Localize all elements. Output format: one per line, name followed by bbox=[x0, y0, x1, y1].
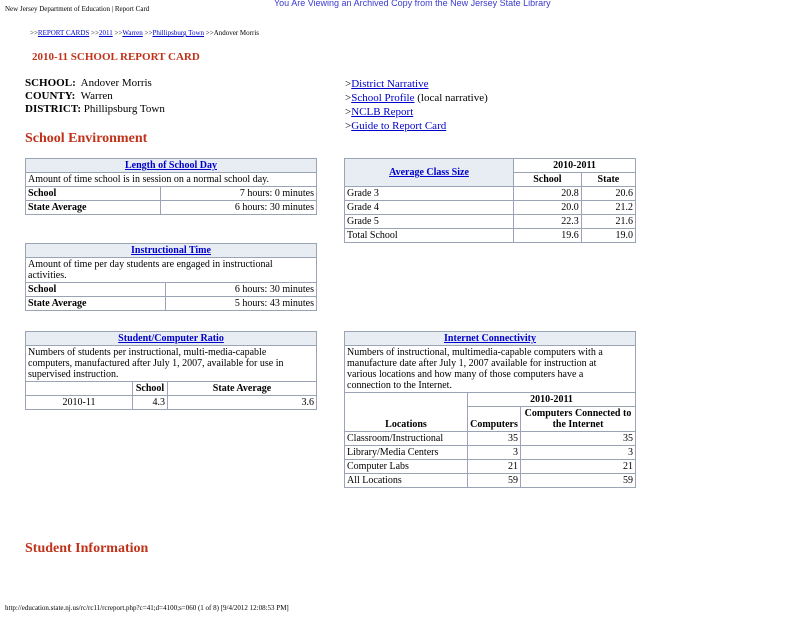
link-prefix: > bbox=[345, 92, 352, 104]
year-header: 2010-2011 bbox=[468, 393, 636, 407]
internet-connectivity-link[interactable]: Internet Connectivity bbox=[444, 333, 536, 344]
link-prefix: > bbox=[345, 78, 352, 90]
col-school: School bbox=[133, 382, 168, 396]
table-row bbox=[345, 229, 636, 243]
col-state: State bbox=[581, 173, 635, 187]
class-size-link[interactable]: Average Class Size bbox=[389, 167, 469, 178]
table-row bbox=[345, 460, 636, 474]
row-label: Total School bbox=[345, 229, 514, 243]
table-header bbox=[345, 159, 514, 187]
computer-ratio-link[interactable]: Student/Computer Ratio bbox=[118, 333, 224, 344]
table-row bbox=[345, 432, 636, 446]
col-computers: Computers bbox=[468, 407, 521, 432]
row-label: State Average bbox=[26, 201, 161, 215]
col-school: School bbox=[514, 173, 582, 187]
district-narrative-link[interactable]: District Narrative bbox=[351, 78, 429, 90]
row-value: 7 hours: 0 minutes bbox=[161, 187, 317, 201]
row-state: 20.6 bbox=[581, 187, 635, 201]
county-label: COUNTY: bbox=[25, 90, 76, 102]
row-value: 5 hours: 43 minutes bbox=[166, 297, 317, 311]
row-label: Computer Labs bbox=[345, 460, 468, 474]
row-connected: 35 bbox=[521, 432, 636, 446]
instructional-time-link[interactable]: Instructional Time bbox=[131, 245, 211, 256]
table-row bbox=[26, 187, 317, 201]
row-computers: 3 bbox=[468, 446, 521, 460]
site-title: New Jersey Department of Education | Report Card bbox=[5, 5, 150, 13]
row-label: Library/Media Centers bbox=[345, 446, 468, 460]
row-computers: 59 bbox=[468, 474, 521, 488]
school-info bbox=[25, 77, 165, 116]
breadcrumb-sep: >> bbox=[205, 29, 214, 37]
row-school: 4.3 bbox=[133, 396, 168, 410]
table-row bbox=[345, 474, 636, 488]
link-prefix: > bbox=[345, 120, 352, 132]
row-year: 2010-11 bbox=[26, 396, 133, 410]
breadcrumb-report-cards[interactable]: REPORT CARDS bbox=[37, 29, 90, 37]
computer-ratio-table bbox=[25, 331, 317, 410]
row-label: School bbox=[26, 283, 166, 297]
row-label: Grade 3 bbox=[345, 187, 514, 201]
row-label: Grade 5 bbox=[345, 215, 514, 229]
row-state: 21.6 bbox=[581, 215, 635, 229]
row-label: All Locations bbox=[345, 474, 468, 488]
row-school: 20.8 bbox=[514, 187, 582, 201]
school-value: Andover Morris bbox=[80, 77, 152, 89]
table-header bbox=[345, 332, 636, 346]
internet-table bbox=[344, 331, 636, 488]
breadcrumb-district[interactable]: Phillipsburg Town bbox=[152, 29, 205, 37]
breadcrumb-sep: >> bbox=[114, 29, 123, 37]
table-row bbox=[26, 396, 317, 410]
breadcrumb-sep: >> bbox=[91, 29, 99, 37]
col-state-average: State Average bbox=[168, 382, 317, 396]
length-of-day-table bbox=[25, 158, 317, 215]
col-connected: Computers Connected to the Internet bbox=[521, 407, 636, 432]
district-label: DISTRICT: bbox=[25, 103, 82, 115]
county-value: Warren bbox=[80, 90, 113, 102]
row-value: 6 hours: 30 minutes bbox=[166, 283, 317, 297]
table-header bbox=[26, 159, 317, 173]
archive-banner: You Are Viewing an Archived Copy from the New Jersey State Library bbox=[274, 0, 551, 8]
row-connected: 3 bbox=[521, 446, 636, 460]
row-computers: 21 bbox=[468, 460, 521, 474]
table-row bbox=[345, 201, 636, 215]
class-size-table bbox=[344, 158, 636, 243]
instructional-time-table bbox=[25, 243, 317, 311]
page-title: 2010-11 SCHOOL REPORT CARD bbox=[32, 51, 200, 63]
row-label: Grade 4 bbox=[345, 201, 514, 215]
row-computers: 35 bbox=[468, 432, 521, 446]
year-header: 2010-2011 bbox=[514, 159, 636, 173]
district-value: Phillipsburg Town bbox=[83, 103, 165, 115]
breadcrumb-sep: >> bbox=[30, 29, 38, 37]
breadcrumb-sep: >> bbox=[144, 29, 153, 37]
breadcrumb-county[interactable]: Warren bbox=[122, 29, 143, 37]
table-desc: Numbers of instructional, multimedia-capable computers with a manufacture date after July 1, 2007 available for instruction at various locations and how many of those computers have a connection to the Internet. bbox=[345, 346, 636, 393]
row-label: School bbox=[26, 187, 161, 201]
row-state: 3.6 bbox=[168, 396, 317, 410]
table-header bbox=[26, 332, 317, 346]
row-label: State Average bbox=[26, 297, 166, 311]
table-row bbox=[26, 297, 317, 311]
row-connected: 21 bbox=[521, 460, 636, 474]
table-row bbox=[26, 201, 317, 215]
row-label: Classroom/Instructional bbox=[345, 432, 468, 446]
table-desc: Amount of time per day students are engaged in instructional activities. bbox=[26, 258, 317, 283]
row-value: 6 hours: 30 minutes bbox=[161, 201, 317, 215]
row-school: 19.6 bbox=[514, 229, 582, 243]
empty-cell bbox=[26, 382, 133, 396]
nclb-report-link[interactable]: NCLB Report bbox=[351, 106, 414, 118]
row-school: 20.0 bbox=[514, 201, 582, 215]
breadcrumb-current: Andover Morris bbox=[213, 29, 259, 37]
school-profile-link[interactable]: School Profile bbox=[351, 92, 415, 104]
row-state: 19.0 bbox=[581, 229, 635, 243]
section-student-information: Student Information bbox=[25, 541, 149, 556]
row-connected: 59 bbox=[521, 474, 636, 488]
length-of-day-link[interactable]: Length of School Day bbox=[125, 160, 217, 171]
row-school: 22.3 bbox=[514, 215, 582, 229]
breadcrumb-year[interactable]: 2011 bbox=[98, 29, 113, 37]
table-desc: Amount of time school is in session on a normal school day. bbox=[26, 173, 317, 187]
link-prefix: > bbox=[345, 106, 352, 118]
link-suffix: (local narrative) bbox=[414, 92, 488, 104]
table-row bbox=[345, 446, 636, 460]
footer-url: http://education.state.nj.us/rc/rc11/rcreport.php?c=41;d=4100;s=060 (1 of 8) [9/4/2012 12:08:53 PM] bbox=[5, 604, 289, 612]
table-header bbox=[26, 244, 317, 258]
guide-link[interactable]: Guide to Report Card bbox=[351, 120, 447, 132]
table-row bbox=[26, 283, 317, 297]
table-row bbox=[345, 187, 636, 201]
table-desc: Numbers of students per instructional, multi-media-capable computers, manufactured after July 1, 2007, available for use in supervised instruction. bbox=[26, 346, 317, 382]
section-school-environment: School Environment bbox=[25, 131, 148, 146]
breadcrumb bbox=[30, 29, 259, 37]
side-links bbox=[345, 77, 488, 133]
row-state: 21.2 bbox=[581, 201, 635, 215]
table-row bbox=[345, 215, 636, 229]
school-label: SCHOOL: bbox=[25, 77, 76, 89]
col-locations: Locations bbox=[345, 393, 468, 432]
